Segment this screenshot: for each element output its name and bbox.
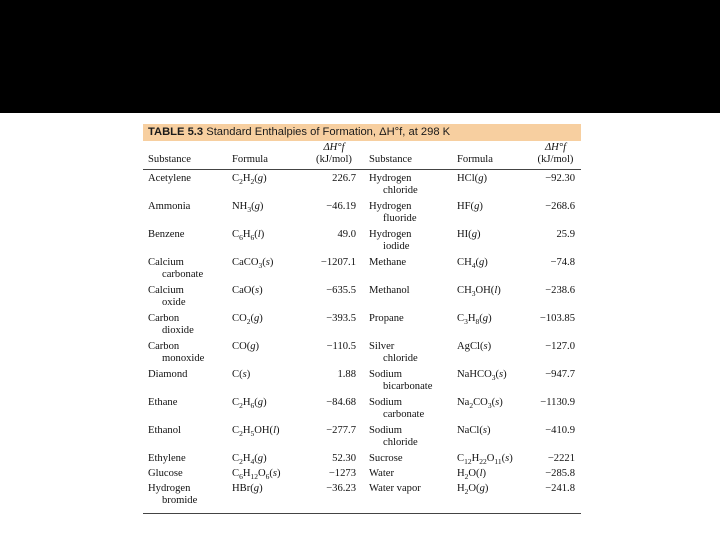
formula-cell-left: CO(g) bbox=[232, 341, 260, 352]
formula-cell-right: $CH_4(g)$ bbox=[457, 257, 488, 271]
substance-name-line: Water vapor bbox=[369, 483, 421, 495]
substance-cell-left bbox=[143, 397, 227, 425]
table-body bbox=[143, 170, 581, 514]
enthalpy-value-right: −238.6 bbox=[545, 285, 575, 296]
formula-cell-left: $C_2H_2(g)$ bbox=[232, 173, 267, 187]
substance-name-line: Glucose bbox=[148, 468, 183, 480]
substance-name-line: carbonate bbox=[162, 269, 204, 280]
header-enthalpy-left bbox=[301, 141, 364, 170]
substance-name-line: iodide bbox=[383, 241, 410, 252]
substance-name-line: Ammonia bbox=[148, 201, 191, 212]
table-title-label: TABLE 5.3 bbox=[148, 126, 204, 138]
enthalpy-value-left: 52.30 bbox=[332, 453, 356, 464]
table-title-text: Standard Enthalpies of Formation, ΔH°f, at 298 K bbox=[206, 126, 451, 138]
substance-name-line: Sodium bbox=[369, 369, 402, 380]
substance-cell-left bbox=[143, 257, 227, 285]
substance-name-line: Carbon bbox=[148, 341, 180, 352]
formula-cell-left: HBr(g) bbox=[227, 483, 301, 514]
formula-cell-right: NaHCO$_3$(s) bbox=[457, 369, 507, 383]
substance-name-line: chloride bbox=[383, 437, 418, 448]
substance-cell-right bbox=[364, 468, 452, 483]
substance-cell-right bbox=[364, 229, 452, 257]
substance-name-line: carbonate bbox=[383, 409, 425, 420]
substance-cell-right bbox=[364, 170, 452, 202]
enthalpy-value-left: −46.19 bbox=[326, 201, 356, 212]
header-substance-right: Substance bbox=[364, 141, 452, 170]
header-enthalpy-units: (kJ/mol) bbox=[316, 154, 352, 165]
formula-cell-right: HCl(g) bbox=[457, 173, 488, 184]
substance-name-line: Silver bbox=[369, 341, 395, 352]
substance-name-line: Sodium bbox=[369, 425, 402, 436]
enthalpy-value-right: −268.6 bbox=[545, 201, 575, 212]
substance-cell-right bbox=[364, 257, 452, 285]
substance-cell-left bbox=[143, 453, 227, 468]
enthalpy-value-right: −103.85 bbox=[539, 313, 575, 324]
enthalpy-value-left: −84.68 bbox=[326, 397, 356, 408]
formula-cell-right: $H_2O(l)$ bbox=[457, 468, 487, 482]
enthalpy-value-left: −110.5 bbox=[326, 341, 356, 352]
substance-name-line: Ethanol bbox=[148, 425, 181, 436]
enthalpy-value-left: −36.23 bbox=[301, 483, 364, 514]
header-enthalpy-units: (kJ/mol) bbox=[537, 154, 574, 165]
enthalpy-value-right: −127.0 bbox=[545, 341, 575, 352]
header-row bbox=[143, 141, 581, 170]
enthalpy-value-left: −1273 bbox=[328, 468, 356, 480]
header-formula-right: Formula bbox=[452, 141, 527, 170]
substance-name-line: Water bbox=[369, 468, 395, 480]
formula-cell-left: $C_2H_6(g)$ bbox=[232, 397, 267, 411]
formula-cell-left: $C_6H_{12}O_6(s)$ bbox=[232, 468, 281, 482]
substance-name-line: bicarbonate bbox=[383, 381, 433, 392]
formula-cell-left: $NH_3(g)$ bbox=[232, 201, 264, 215]
substance-name-line: Benzene bbox=[148, 229, 185, 240]
header-substance-left: Substance bbox=[143, 141, 227, 170]
substance-name-line: bromide bbox=[162, 495, 198, 507]
substance-name-line: Carbon bbox=[148, 313, 180, 324]
enthalpy-value-right: 25.9 bbox=[556, 229, 575, 240]
enthalpy-value-left: 49.0 bbox=[337, 229, 356, 240]
table-row bbox=[143, 313, 581, 341]
formula-cell-right: $H_2O(g)$ bbox=[452, 483, 527, 514]
substance-name-line: oxide bbox=[162, 297, 186, 308]
title-banner bbox=[0, 0, 720, 113]
table-row bbox=[143, 201, 581, 229]
formula-cell-right: $Na_2CO_3(s)$ bbox=[457, 397, 503, 411]
header-enthalpy-symbol: ΔH°f bbox=[323, 142, 345, 153]
substance-name-line: Diamond bbox=[148, 369, 188, 380]
table-row bbox=[143, 341, 581, 369]
enthalpy-value-left: 226.7 bbox=[332, 173, 356, 184]
substance-cell-right bbox=[364, 369, 452, 397]
substance-cell-left bbox=[143, 170, 227, 202]
enthalpy-value-right: −2221 bbox=[547, 453, 575, 464]
header-enthalpy-symbol: ΔH°f bbox=[544, 142, 567, 153]
substance-name-line: Ethylene bbox=[148, 453, 186, 464]
substance-cell-left bbox=[143, 483, 227, 514]
substance-name-line: chloride bbox=[383, 353, 418, 364]
substance-name-line: Methanol bbox=[369, 285, 410, 296]
table-row bbox=[143, 425, 581, 453]
table-row bbox=[143, 468, 581, 483]
formula-cell-right: $C_{12}H_{22}O_{11}(s)$ bbox=[457, 453, 513, 467]
enthalpy-value-right: −947.7 bbox=[545, 369, 575, 380]
substance-name-line: Ethane bbox=[148, 397, 178, 408]
substance-cell-left bbox=[143, 468, 227, 483]
enthalpy-value-right: −285.8 bbox=[545, 468, 575, 480]
substance-name-line: Methane bbox=[369, 257, 407, 268]
table-row bbox=[143, 229, 581, 257]
substance-name-line: Sucrose bbox=[369, 453, 403, 464]
substance-cell-left bbox=[143, 425, 227, 453]
substance-cell-left bbox=[143, 201, 227, 229]
enthalpy-value-left: 1.88 bbox=[337, 369, 356, 380]
table-row bbox=[143, 453, 581, 468]
formula-cell-left: $CO_2(g)$ bbox=[232, 313, 263, 327]
table-title bbox=[143, 124, 581, 141]
enthalpy-value-left: −393.5 bbox=[326, 313, 356, 324]
substance-cell-left bbox=[143, 369, 227, 397]
table-row bbox=[143, 369, 581, 397]
formula-cell-left: CaCO$_3$(s) bbox=[232, 257, 274, 271]
enthalpy-value-right: −74.8 bbox=[550, 257, 575, 268]
substance-name-line: Hydrogen bbox=[369, 201, 412, 212]
header-formula-left: Formula bbox=[227, 141, 301, 170]
formula-cell-left: $C_2H_4(g)$ bbox=[232, 453, 267, 467]
enthalpy-value-right: −241.8 bbox=[527, 483, 581, 514]
substance-cell-left bbox=[143, 341, 227, 369]
substance-cell-right bbox=[364, 201, 452, 229]
formula-cell-left: $C_2H_5OH(l)$ bbox=[232, 425, 280, 439]
enthalpy-table bbox=[143, 141, 581, 514]
substance-name-line: fluoride bbox=[383, 213, 417, 224]
header-enthalpy-right bbox=[527, 141, 581, 170]
substance-cell-right bbox=[364, 425, 452, 453]
substance-cell-right bbox=[364, 313, 452, 341]
substance-name-line: Hydrogen bbox=[369, 173, 412, 184]
formula-cell-right: HF(g) bbox=[457, 201, 483, 212]
formula-cell-left: CaO(s) bbox=[232, 285, 263, 296]
table-row bbox=[143, 170, 581, 202]
formula-cell-left: $C_6H_6(l)$ bbox=[232, 229, 265, 243]
substance-name-line: Propane bbox=[369, 313, 404, 324]
table-row bbox=[143, 397, 581, 425]
formula-cell-left: C(s) bbox=[232, 369, 251, 380]
enthalpy-table-panel bbox=[143, 124, 581, 514]
substance-cell-right bbox=[364, 397, 452, 425]
enthalpy-value-left: −1207.1 bbox=[320, 257, 356, 268]
table-row bbox=[143, 483, 581, 514]
substance-cell-right bbox=[364, 483, 452, 514]
formula-cell-right: AgCl(s) bbox=[457, 341, 492, 352]
substance-name-line: Sodium bbox=[369, 397, 402, 408]
table-row bbox=[143, 257, 581, 285]
substance-cell-right bbox=[364, 453, 452, 468]
substance-name-line: monoxide bbox=[162, 353, 205, 364]
formula-cell-right: $CH_3OH(l)$ bbox=[457, 285, 501, 299]
substance-cell-left bbox=[143, 313, 227, 341]
substance-name-line: Hydrogen bbox=[369, 229, 412, 240]
substance-cell-right bbox=[364, 285, 452, 313]
formula-cell-right: HI(g) bbox=[457, 229, 481, 240]
formula-cell-right: $C_3H_8(g)$ bbox=[457, 313, 492, 327]
substance-name-line: dioxide bbox=[162, 325, 194, 336]
enthalpy-value-right: −410.9 bbox=[545, 425, 575, 436]
substance-cell-left bbox=[143, 229, 227, 257]
enthalpy-value-right: −92.30 bbox=[545, 173, 575, 184]
substance-name-line: Hydrogen bbox=[148, 483, 191, 495]
substance-cell-right bbox=[364, 341, 452, 369]
substance-name-line: Acetylene bbox=[148, 173, 191, 184]
table-row bbox=[143, 285, 581, 313]
substance-name-line: Calcium bbox=[148, 285, 184, 296]
substance-name-line: chloride bbox=[383, 185, 418, 196]
enthalpy-value-left: −635.5 bbox=[326, 285, 356, 296]
enthalpy-value-left: −277.7 bbox=[326, 425, 356, 436]
enthalpy-value-right: −1130.9 bbox=[540, 397, 575, 408]
formula-cell-right: NaCl(s) bbox=[457, 425, 491, 436]
substance-name-line: Calcium bbox=[148, 257, 184, 268]
substance-cell-left bbox=[143, 285, 227, 313]
